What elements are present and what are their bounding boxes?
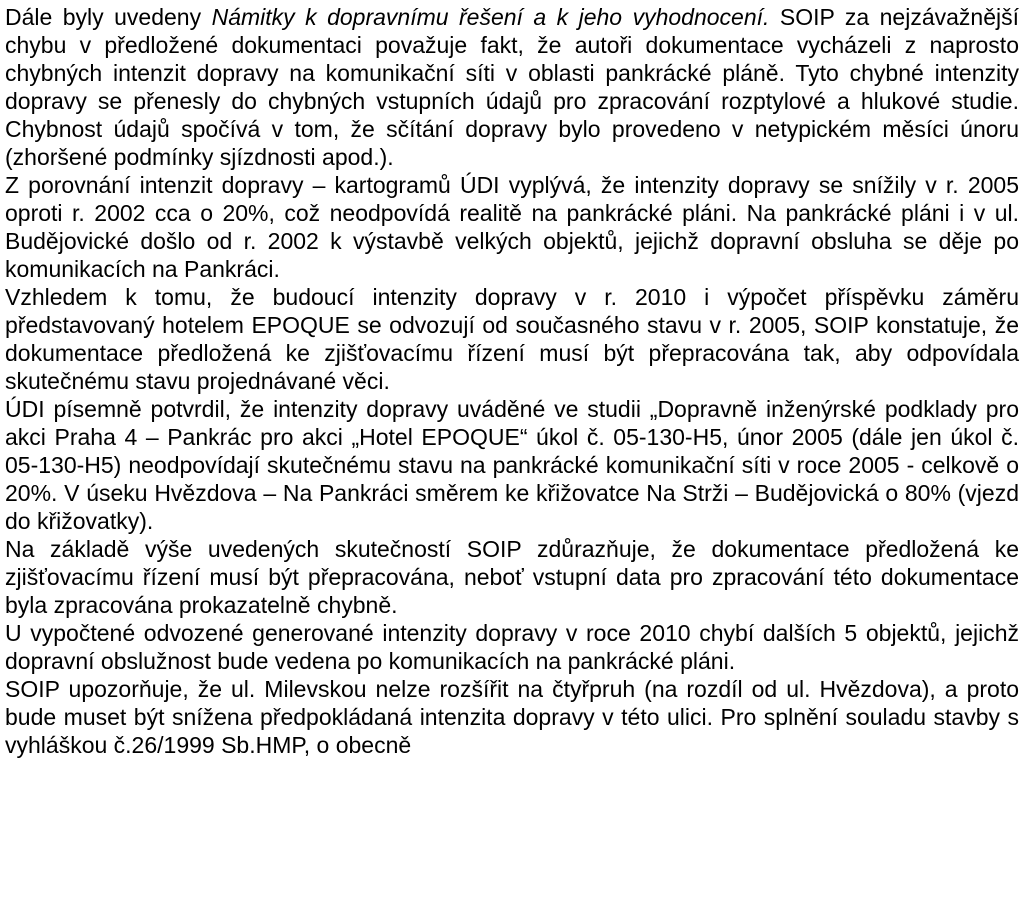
italic-heading-text: Námitky k dopravnímu řešení a k jeho vyhodnocení. bbox=[211, 4, 770, 30]
paragraph-objections-intro bbox=[5, 3, 1019, 171]
paragraph-lead-text: Dále byly uvedeny bbox=[5, 4, 212, 30]
paragraph-rework-required: Na základě výše uvedených skutečností SOIP zdůrazňuje, že dokumentace předložená ke zjišťovacímu řízení musí být přepracována, neboť vstupní data pro zpracování této dokumentace byla zpracována prokazatelně chybně. bbox=[5, 536, 1019, 618]
paragraph-milevska-street: SOIP upozorňuje, že ul. Milevskou nelze rozšířit na čtyřpruh (na rozdíl od ul. Hvězdova), a proto bude muset být snížena předpokládaná intenzita dopravy v této ulici. Pro splnění souladu stavby s vyhláškou č.26/1999 Sb.HMP, o obecně bbox=[5, 676, 1019, 758]
paragraph-body-text: SOIP za nejzávažnější chybu v předložené dokumentaci považuje fakt, že autoři dokumentace vycházeli z naprosto chybných intenzit dopravy na komunikační síti v oblasti pankrácké pláně. Tyto chybné intenzity dopravy se přenesly do chybných vstupních údajů pro zpracování rozptylové a hlukové studie. Chybnost údajů spočívá v tom, že sčítání dopravy bylo provedeno v netypickém měsíci únoru (zhoršené podmínky sjízdnosti apod.). bbox=[5, 4, 1019, 170]
paragraph-missing-objects: U vypočtené odvozené generované intenzity dopravy v roce 2010 chybí dalších 5 objektů, jejichž dopravní obslužnost bude vedena po komunikacích na pankrácké pláni. bbox=[5, 620, 1019, 674]
paragraph-future-intensities: Vzhledem k tomu, že budoucí intenzity dopravy v r. 2010 i výpočet příspěvku záměru představovaný hotelem EPOQUE se odvozují od současného stavu v r. 2005, SOIP konstatuje, že dokumentace předložená ke zjišťovacímu řízení musí být přepracována tak, aby odpovídala skutečnému stavu projednávané věci. bbox=[5, 284, 1019, 394]
paragraph-traffic-comparison: Z porovnání intenzit dopravy – kartogramů ÚDI vyplývá, že intenzity dopravy se snížily v r. 2005 oproti r. 2002 cca o 20%, což neodpovídá realitě na pankrácké pláni. Na pankrácké pláni i v ul. Budějovické došlo od r. 2002 k výstavbě velkých objektů, jejichž dopravní obsluha se děje po komunikacích na Pankráci. bbox=[5, 172, 1019, 282]
paragraph-udi-confirmation: ÚDI písemně potvrdil, že intenzity dopravy uváděné ve studii „Dopravně inženýrské podklady pro akci Praha 4 – Pankrác pro akci „Hotel EPOQUE“ úkol č. 05-130-H5, únor 2005 (dále jen úkol č. 05-130-H5) neodpovídají skutečnému stavu na pankrácké komunikační síti v roce 2005 - celkově o 20%. V úseku Hvězdova – Na Pankráci směrem ke křižovatce Na Strži – Budějovická o 80% (vjezd do křižovatky). bbox=[5, 396, 1019, 534]
